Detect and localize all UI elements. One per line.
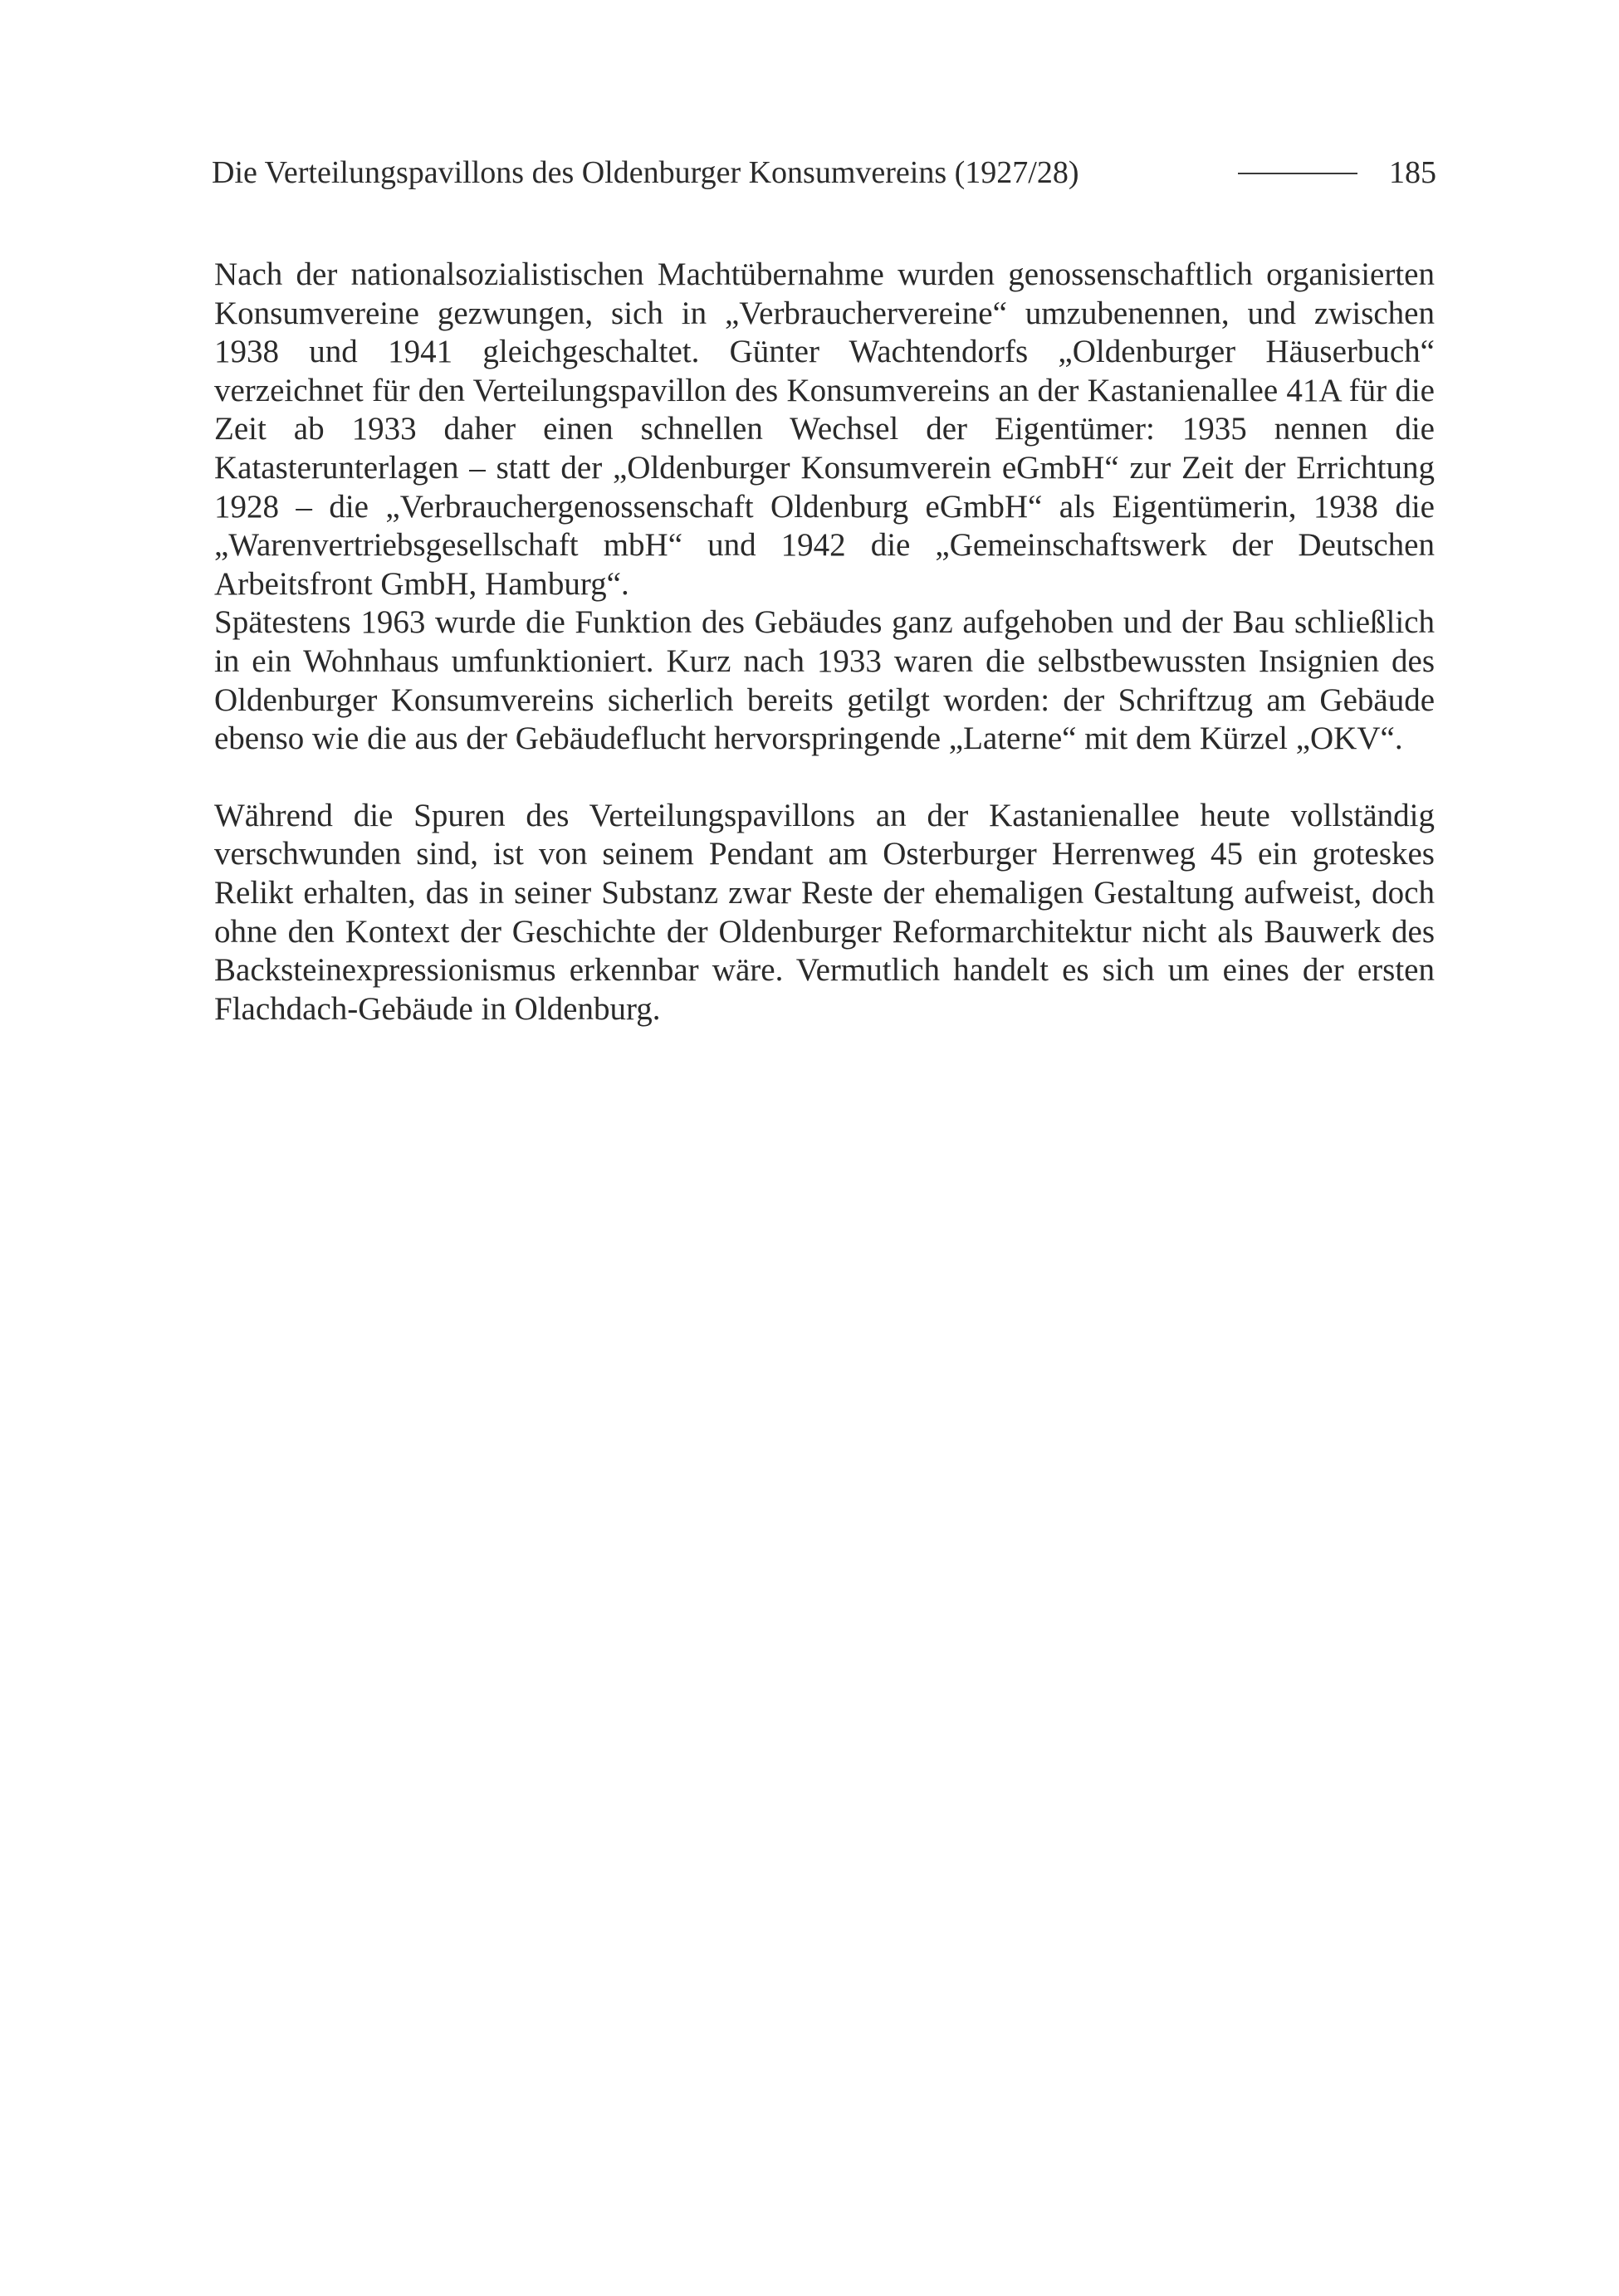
paragraph-3: Während die Spuren des Verteilungspavillons an der Kastanienallee heute vollständig verschwunden sind, ist von seinem Pendant am Osterburger Herrenweg 45 ein groteskes Relikt erhalten, das in seiner Substanz zwar Reste der ehemaligen Gestaltung aufweist, doch ohne den Kontext der Geschichte der Oldenburger Reformarchitektur nicht als Bauwerk des Backsteinexpressionismus erkennbar wäre. Vermutlich handelt es sich um eines der ersten Flachdach-Gebäude in Oldenburg. — [214, 797, 1435, 1027]
paragraph-2: Spätestens 1963 wurde die Funktion des Gebäudes ganz aufgehoben und der Bau schließlich in ein Wohnhaus umfunktioniert. Kurz nach 1933 waren die selbstbewussten Insignien des Oldenburger Konsumvereins sicherlich bereits getilgt worden: der Schriftzug am Gebäude ebenso wie die aus der Gebäudeflucht hervorspringende „Laterne“ mit dem Kürzel „OKV“. — [214, 604, 1435, 757]
running-head — [212, 148, 1436, 198]
page-number: 185 — [1389, 155, 1436, 190]
body-text — [214, 256, 1435, 1028]
running-title: Die Verteilungspavillons des Oldenburger Konsumvereins (1927/28) — [212, 155, 1079, 190]
paragraph-1: Nach der nationalsozialistischen Machtübernahme wurden genossenschaftlich organisierten Konsumvereine gezwungen, sich in „Verbrauchervereine“ umzubenennen, und zwischen 1938 und 1941 gleichgeschaltet. Günter Wachtendorfs „Oldenburger Häuserbuch“ verzeichnet für den Verteilungspavillon des Konsumvereins an der Kastanienallee 41A für die Zeit ab 1933 daher einen schnellen Wechsel der Eigentümer: 1935 nennen die Katasterunterlagen – statt der „Oldenburger Konsumverein eGmbH“ zur Zeit der Errichtung 1928 – die „Verbrauchergenossenschaft Oldenburg eGmbH“ als Eigentümerin, 1938 die „Warenvertriebsgesellschaft mbH“ und 1942 die „Gemeinschaftswerk der Deutschen Arbeitsfront GmbH, Hamburg“. — [214, 256, 1435, 602]
header-rule — [1238, 173, 1357, 174]
